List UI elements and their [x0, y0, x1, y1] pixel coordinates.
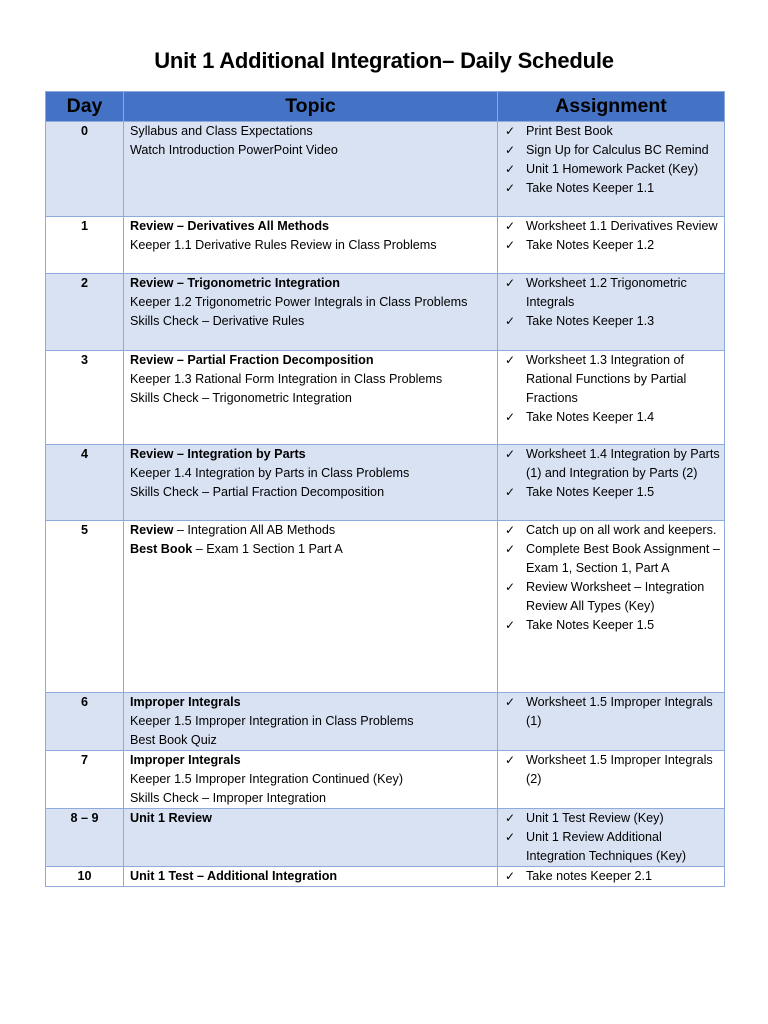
- assignment-item: [500, 141, 722, 160]
- check-mark-icon: ✓: [505, 753, 516, 767]
- topic-text: Syllabus and Class Expectations: [130, 124, 313, 138]
- check-mark-icon: ✓: [505, 869, 516, 883]
- assignment-list: [500, 693, 722, 731]
- check-mark-icon: ✓: [505, 485, 516, 499]
- topic-line: [130, 274, 493, 293]
- day-cell: 4: [46, 445, 124, 521]
- day-cell: 1: [46, 217, 124, 274]
- assignment-text: Complete Best Book Assignment – Exam 1, Section 1, Part A: [526, 542, 720, 575]
- topic-cell: [124, 693, 498, 751]
- check-mark-icon: ✓: [505, 238, 516, 252]
- assignment-item: [500, 217, 722, 236]
- topic-line: [130, 693, 493, 712]
- assignment-item: [500, 122, 722, 141]
- assignment-text: Take Notes Keeper 1.2: [526, 238, 655, 252]
- topic-text: – Integration All AB Methods: [173, 523, 336, 537]
- assignment-text: Worksheet 1.5 Improper Integrals (1): [526, 695, 713, 728]
- topic-line: [130, 217, 493, 236]
- topic-text: Skills Check – Partial Fraction Decomposition: [130, 485, 385, 499]
- assignment-item: [500, 312, 722, 331]
- topic-text: – Exam 1 Section 1 Part A: [192, 542, 343, 556]
- assignment-text: Worksheet 1.5 Improper Integrals (2): [526, 753, 713, 786]
- topic-line: [130, 483, 493, 502]
- assignment-item: [500, 693, 722, 731]
- topic-bold-text: Review – Trigonometric Integration: [130, 276, 340, 290]
- assignment-text: Take Notes Keeper 1.4: [526, 410, 655, 424]
- topic-line: [130, 521, 493, 540]
- assignment-item: [500, 483, 722, 502]
- topic-line: [130, 867, 493, 886]
- topic-line: [130, 351, 493, 370]
- topic-bold-text: Review – Derivatives All Methods: [130, 219, 330, 233]
- assignment-item: [500, 274, 722, 312]
- check-mark-icon: ✓: [505, 811, 516, 825]
- day-cell: 2: [46, 274, 124, 351]
- assignment-text: Print Best Book: [526, 124, 613, 138]
- assignment-item: [500, 160, 722, 179]
- check-mark-icon: ✓: [505, 143, 516, 157]
- check-mark-icon: ✓: [505, 830, 516, 844]
- check-mark-icon: ✓: [505, 542, 516, 556]
- assignment-item: [500, 351, 722, 408]
- topic-text: Keeper 1.5 Improper Integration in Class Problems: [130, 714, 414, 728]
- check-mark-icon: ✓: [505, 580, 516, 594]
- day-cell: 8 – 9: [46, 809, 124, 867]
- topic-line: [130, 122, 493, 141]
- check-mark-icon: ✓: [505, 410, 516, 424]
- topic-text: Best Book Quiz: [130, 733, 217, 747]
- assignment-text: Catch up on all work and keepers.: [526, 523, 717, 537]
- topic-text: Keeper 1.2 Trigonometric Power Integrals in Class Problems: [130, 295, 468, 309]
- assignment-cell: [498, 867, 725, 887]
- assignment-cell: [498, 217, 725, 274]
- topic-line: [130, 293, 493, 312]
- table-row: [46, 693, 725, 751]
- assignment-text: Take Notes Keeper 1.3: [526, 314, 655, 328]
- check-mark-icon: ✓: [505, 219, 516, 233]
- assignment-cell: [498, 351, 725, 445]
- day-cell: 7: [46, 751, 124, 809]
- assignment-item: [500, 445, 722, 483]
- topic-line: [130, 141, 493, 160]
- topic-bold-text: Review – Integration by Parts: [130, 447, 306, 461]
- topic-line: [130, 770, 493, 789]
- topic-line: [130, 464, 493, 483]
- topic-cell: [124, 122, 498, 217]
- day-cell: 0: [46, 122, 124, 217]
- page-title: Unit 1 Additional Integration– Daily Schedule: [154, 48, 614, 73]
- topic-line: [130, 751, 493, 770]
- check-mark-icon: ✓: [505, 695, 516, 709]
- assignment-item: [500, 408, 722, 427]
- assignment-item: [500, 867, 722, 886]
- topic-bold-text: Review – Partial Fraction Decomposition: [130, 353, 374, 367]
- day-cell: 10: [46, 867, 124, 887]
- assignment-list: [500, 809, 722, 866]
- topic-text: Keeper 1.1 Derivative Rules Review in Class Problems: [130, 238, 437, 252]
- topic-text: Skills Check – Trigonometric Integration: [130, 391, 352, 405]
- topic-text: Keeper 1.3 Rational Form Integration in Class Problems: [130, 372, 443, 386]
- check-mark-icon: ✓: [505, 523, 516, 537]
- assignment-text: Take notes Keeper 2.1: [526, 869, 653, 883]
- assignment-cell: [498, 751, 725, 809]
- table-row: [46, 351, 725, 445]
- check-mark-icon: ✓: [505, 181, 516, 195]
- assignment-item: [500, 809, 722, 828]
- assignment-text: Unit 1 Homework Packet (Key): [526, 162, 699, 176]
- assignment-item: [500, 521, 722, 540]
- assignment-text: Unit 1 Review Additional Integration Techniques (Key): [526, 830, 687, 863]
- table-row: [46, 751, 725, 809]
- topic-line: [130, 789, 493, 808]
- table-row: [46, 122, 725, 217]
- check-mark-icon: ✓: [505, 353, 516, 367]
- check-mark-icon: ✓: [505, 162, 516, 176]
- topic-line: [130, 370, 493, 389]
- table-row: [46, 521, 725, 693]
- topic-line: [130, 312, 493, 331]
- assignment-text: Worksheet 1.3 Integration of Rational Functions by Partial Fractions: [526, 353, 687, 405]
- topic-text: Keeper 1.4 Integration by Parts in Class Problems: [130, 466, 410, 480]
- assignment-item: [500, 616, 722, 635]
- assignment-cell: [498, 693, 725, 751]
- assignment-cell: [498, 274, 725, 351]
- check-mark-icon: ✓: [505, 618, 516, 632]
- assignment-text: Take Notes Keeper 1.1: [526, 181, 655, 195]
- topic-cell: [124, 809, 498, 867]
- topic-line: [130, 540, 493, 559]
- assignment-text: Unit 1 Test Review (Key): [526, 811, 664, 825]
- assignment-list: [500, 351, 722, 427]
- topic-cell: [124, 351, 498, 445]
- topic-bold-text: Best Book: [130, 542, 193, 556]
- assignment-text: Worksheet 1.2 Trigonometric Integrals: [526, 276, 687, 309]
- topic-line: [130, 445, 493, 464]
- assignment-item: [500, 751, 722, 789]
- table-header-row: [46, 92, 725, 122]
- day-cell: 3: [46, 351, 124, 445]
- assignment-list: [500, 445, 722, 502]
- topic-line: [130, 809, 493, 828]
- check-mark-icon: ✓: [505, 447, 516, 461]
- topic-line: [130, 731, 493, 750]
- assignment-list: [500, 217, 722, 255]
- check-mark-icon: ✓: [505, 124, 516, 138]
- topic-line: [130, 389, 493, 408]
- topic-cell: [124, 521, 498, 693]
- assignment-item: [500, 179, 722, 198]
- assignment-list: [500, 274, 722, 331]
- assignment-list: [500, 751, 722, 789]
- assignment-text: Take Notes Keeper 1.5: [526, 618, 655, 632]
- table-row: [46, 217, 725, 274]
- header-assignment: Assignment: [498, 92, 725, 122]
- topic-cell: [124, 274, 498, 351]
- assignment-text: Worksheet 1.4 Integration by Parts (1) and Integration by Parts (2): [526, 447, 720, 480]
- assignment-text: Worksheet 1.1 Derivatives Review: [526, 219, 718, 233]
- assignment-text: Take Notes Keeper 1.5: [526, 485, 655, 499]
- assignment-text: Review Worksheet – Integration Review All Types (Key): [526, 580, 705, 613]
- topic-line: [130, 712, 493, 731]
- table-row: [46, 445, 725, 521]
- table-row: [46, 274, 725, 351]
- assignment-cell: [498, 122, 725, 217]
- assignment-cell: [498, 809, 725, 867]
- check-mark-icon: ✓: [505, 276, 516, 290]
- header-day: Day: [46, 92, 124, 122]
- assignment-item: [500, 578, 722, 616]
- topic-bold-text: Improper Integrals: [130, 753, 241, 767]
- table-row: [46, 867, 725, 887]
- topic-cell: [124, 751, 498, 809]
- topic-text: Watch Introduction PowerPoint Video: [130, 143, 338, 157]
- topic-cell: [124, 217, 498, 274]
- topic-bold-text: Unit 1 Test – Additional Integration: [130, 869, 338, 883]
- header-topic: Topic: [124, 92, 498, 122]
- day-cell: 6: [46, 693, 124, 751]
- check-mark-icon: ✓: [505, 314, 516, 328]
- table-row: [46, 809, 725, 867]
- assignment-item: [500, 540, 722, 578]
- assignment-cell: [498, 445, 725, 521]
- topic-text: Skills Check – Improper Integration: [130, 791, 326, 805]
- topic-bold-text: Improper Integrals: [130, 695, 241, 709]
- day-cell: 5: [46, 521, 124, 693]
- assignment-item: [500, 828, 722, 866]
- assignment-list: [500, 521, 722, 635]
- topic-bold-text: Review: [130, 523, 174, 537]
- assignment-list: [500, 867, 722, 886]
- topic-bold-text: Unit 1 Review: [130, 811, 212, 825]
- assignment-list: [500, 122, 722, 198]
- assignment-cell: [498, 521, 725, 693]
- assignment-text: Sign Up for Calculus BC Remind: [526, 143, 709, 157]
- topic-line: [130, 236, 493, 255]
- topic-text: Skills Check – Derivative Rules: [130, 314, 305, 328]
- topic-cell: [124, 445, 498, 521]
- topic-text: Keeper 1.5 Improper Integration Continued (Key): [130, 772, 404, 786]
- topic-cell: [124, 867, 498, 887]
- schedule-table: [45, 91, 725, 887]
- assignment-item: [500, 236, 722, 255]
